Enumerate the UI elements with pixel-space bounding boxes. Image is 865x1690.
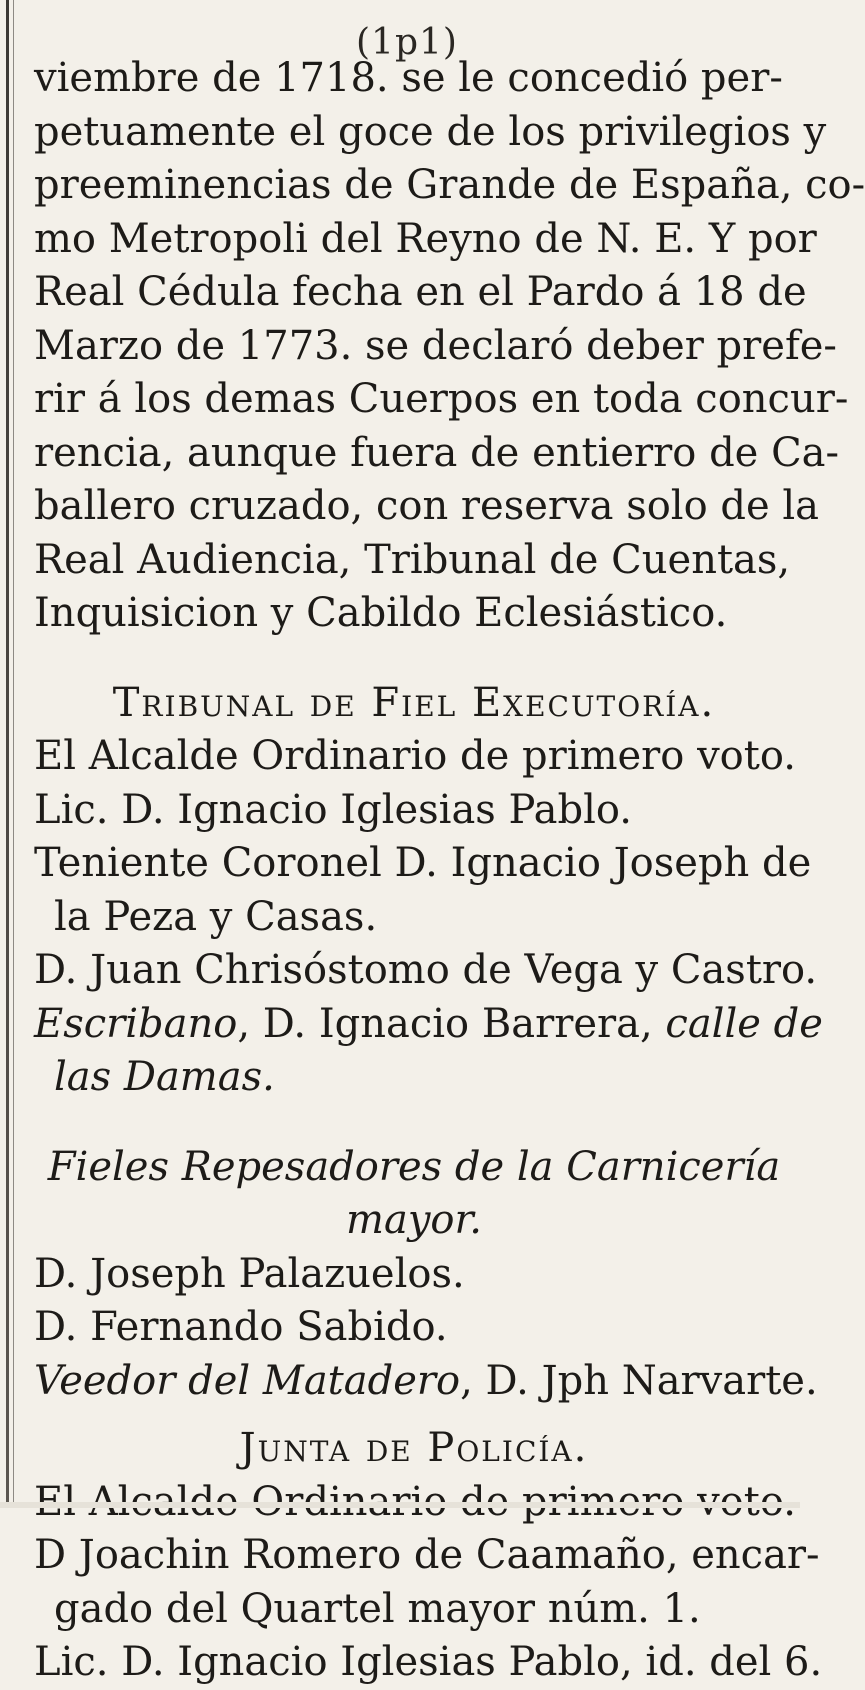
section-gap — [34, 641, 794, 677]
text-line: Lic. D. Ignacio Iglesias Pablo, id. del 6. — [34, 1639, 823, 1685]
text-line: Teniente Coronel D. Ignacio Joseph de — [34, 840, 812, 886]
text-line: El Alcalde Ordinario de primero voto. — [34, 733, 796, 779]
text-line: D. Juan Chrisóstomo de Vega y Castro. — [34, 947, 818, 993]
section-heading-repesadores: Fieles Repesadores de la Carnicería — [47, 1143, 781, 1190]
section-heading-junta: Junta de Policía. — [239, 1425, 589, 1471]
text-line: viembre de 1718. se le concedió per- — [34, 55, 783, 101]
text-line: ballero cruzado, con reserva solo de la — [34, 483, 820, 529]
text-line: la Peza y Casas. — [54, 893, 378, 940]
section-heading-tribunal: Tribunal de Fiel Executoría. — [112, 679, 716, 726]
text-line: Marzo de 1773. se declaró deber prefe- — [34, 322, 837, 369]
text-line: Inquisicion y Cabildo Eclesiástico. — [34, 590, 728, 636]
text-line: Real Cédula fecha en el Pardo á 18 de — [34, 269, 807, 315]
section-gap — [34, 1408, 794, 1422]
text-line: D. Joseph Palazuelos. — [34, 1250, 465, 1297]
escribano-label: Escribano — [34, 1000, 238, 1047]
section-gap — [34, 1105, 794, 1141]
escribano-name: , D. Ignacio Barrera, — [237, 1000, 653, 1047]
escribano-street: calle de — [665, 1000, 823, 1047]
veedor-name: , D. Jph Narvarte. — [460, 1357, 818, 1404]
page-spine-edge — [6, 0, 9, 1508]
text-line: rencia, aunque fuera de entierro de Ca- — [34, 429, 840, 476]
text-line: preeminencias de Grande de España, co- — [34, 162, 865, 208]
text-line: mo Metropoli del Reyno de N. E. Y por — [34, 215, 817, 262]
text-line: Real Audiencia, Tribunal de Cuentas, — [34, 536, 791, 583]
folio-number: (1p1) — [356, 22, 458, 63]
text-line: rir á los demas Cuerpos en toda concur- — [34, 376, 849, 422]
text-line: petuamente el goce de los privilegios y — [34, 108, 827, 155]
text-line: D. Fernando Sabido. — [34, 1304, 448, 1350]
text-line: gado del Quartel mayor núm. 1. — [54, 1585, 701, 1632]
page-text — [34, 52, 865, 1690]
section-heading-repesadores-cont: mayor. — [346, 1197, 482, 1243]
veedor-label: Veedor del Matadero — [34, 1357, 461, 1404]
escribano-line — [34, 998, 823, 1052]
escribano-street-cont: las Damas. — [54, 1054, 275, 1100]
page-bottom-edge — [0, 1502, 800, 1508]
veedor-line — [34, 1355, 818, 1409]
text-line: D Joachin Romero de Caamaño, encar- — [34, 1532, 820, 1578]
text-line: Lic. D. Ignacio Iglesias Pablo. — [34, 786, 633, 833]
page-spine-line — [13, 0, 14, 1508]
